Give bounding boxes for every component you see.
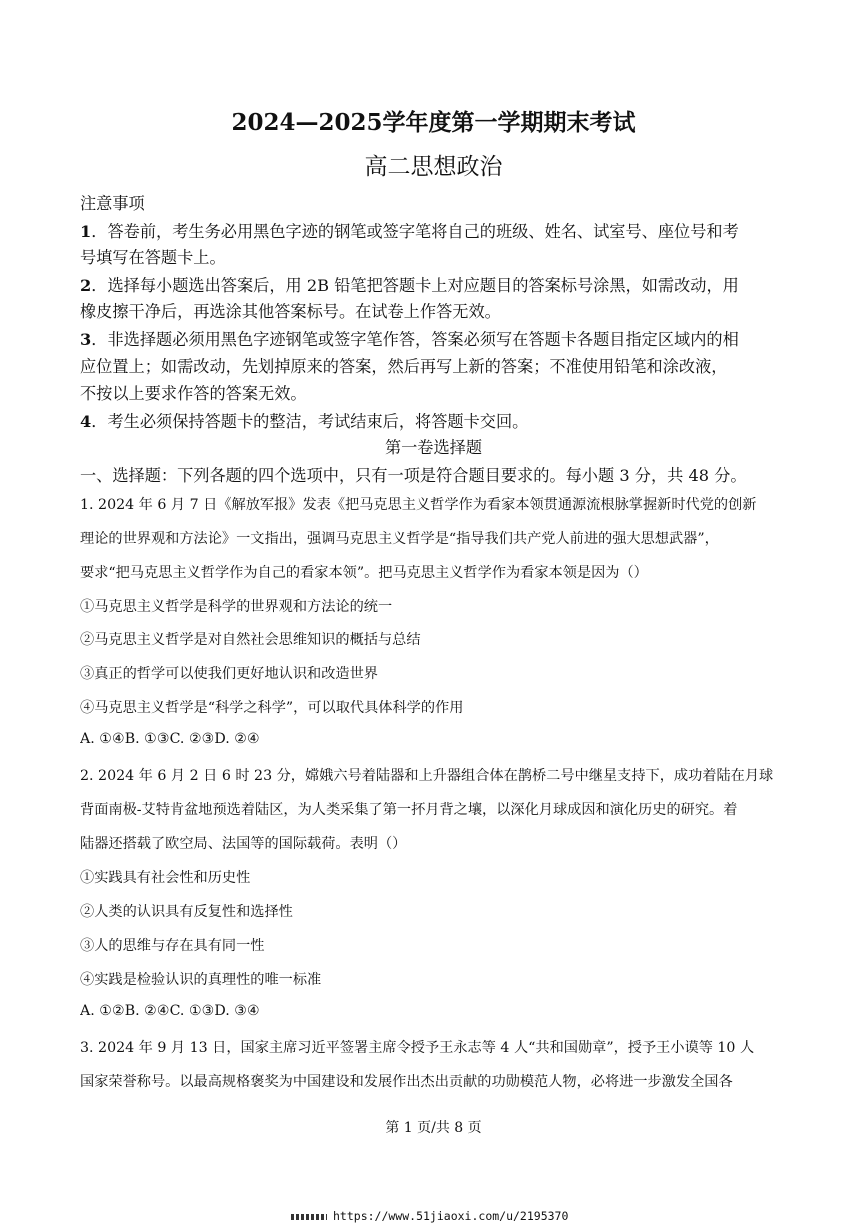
- notice-item: 2．选择每小题选出答案后，用 2B 铅笔把答题卡上对应题目的答案标号涂黑，如需改动，用: [80, 276, 739, 295]
- question-stem: 要求“把马克思主义哲学作为自己的看家本领”。把马克思主义哲学作为看家本领是因为（）: [80, 565, 648, 581]
- question-stem: 2. 2024 年 6 月 2 日 6 时 23 分，嫦娥六号着陆器和上升器组合体在鹊桥二号中继星支持下，成功着陆在月球: [80, 768, 774, 784]
- notice-item: 3．非选择题必须用黑色字迹钢笔或签字笔作答，答案必须写在答题卡各题目指定区域内的相: [80, 330, 739, 349]
- answer-choices: A. ①④B. ①③C. ②③D. ②④: [80, 731, 260, 747]
- question-stem: 陆器还搭载了欧空局、法国等的国际载荷。表明（）: [80, 836, 407, 852]
- notice-item-line: 号填写在答题卡上。: [80, 248, 226, 267]
- question-option: ②马克思主义哲学是对自然社会思维知识的概括与总结: [80, 632, 421, 648]
- question-option: ③人的思维与存在具有同一性: [80, 938, 265, 954]
- question-stem: 背面南极-艾特肯盆地预选着陆区，为人类采集了第一抔月背之壤，以深化月球成因和演化历史的研究。着: [80, 802, 738, 818]
- question-stem: 理论的世界观和方法论》一文指出，强调马克思主义哲学是“指导我们共产党人前进的强大思想武器”，: [80, 531, 719, 547]
- question-stem: 1. 2024 年 6 月 7 日《解放军报》发表《把马克思主义哲学作为看家本领贯通源流根脉掌握新时代党的创新: [80, 497, 757, 513]
- notice-item: 4．考生必须保持答题卡的整洁，考试结束后，将答题卡交回。: [80, 412, 529, 431]
- notice-item: 1．答卷前，考生务必用黑色字迹的钢笔或签字笔将自己的班级、姓名、试室号、座位号和考: [80, 222, 739, 241]
- watermark-url: [291, 1209, 568, 1223]
- exam-subject: 高二思想政治: [364, 154, 503, 180]
- exam-title: 2024—2025学年度第一学期期末考试: [231, 109, 636, 136]
- dots-icon: [291, 1214, 327, 1220]
- question-option: ①实践具有社会性和历史性: [80, 870, 251, 886]
- section-title: 第一卷选择题: [384, 438, 483, 457]
- question-option: ④实践是检验认识的真理性的唯一标准: [80, 972, 322, 988]
- section-instruction: 一、选择题：下列各题的四个选项中，只有一项是符合题目要求的。每小题 3 分，共 48 分。: [80, 466, 747, 485]
- answer-choices: A. ①②B. ②④C. ①③D. ③④: [80, 1003, 260, 1019]
- source-url: https://www.51jiaoxi.com/u/2195370: [333, 1209, 569, 1223]
- question-option: ②人类的认识具有反复性和选择性: [80, 904, 293, 920]
- notice-item-line: 不按以上要求作答的答案无效。: [80, 384, 307, 403]
- page-number: 第 1 页/共 8 页: [385, 1120, 482, 1136]
- notice-item-line: 橡皮擦干净后，再选涂其他答案标号。在试卷上作答无效。: [80, 302, 501, 321]
- question-stem: 3. 2024 年 9 月 13 日，国家主席习近平签署主席令授予王永志等 4 人“共和国勋章”，授予王小谟等 10 人: [80, 1040, 755, 1056]
- question-option: ③真正的哲学可以使我们更好地认识和改造世界: [80, 666, 378, 682]
- notice-item-line: 应位置上；如需改动，先划掉原来的答案，然后再写上新的答案；不准使用铅笔和涂改液，: [80, 357, 728, 376]
- notice-heading: 注意事项: [80, 194, 145, 213]
- question-option: ④马克思主义哲学是“科学之科学”，可以取代具体科学的作用: [80, 700, 464, 716]
- question-stem: 国家荣誉称号。以最高规格褒奖为中国建设和发展作出杰出贡献的功勋模范人物，必将进一步激发全国各: [80, 1074, 733, 1090]
- question-option: ①马克思主义哲学是科学的世界观和方法论的统一: [80, 599, 393, 615]
